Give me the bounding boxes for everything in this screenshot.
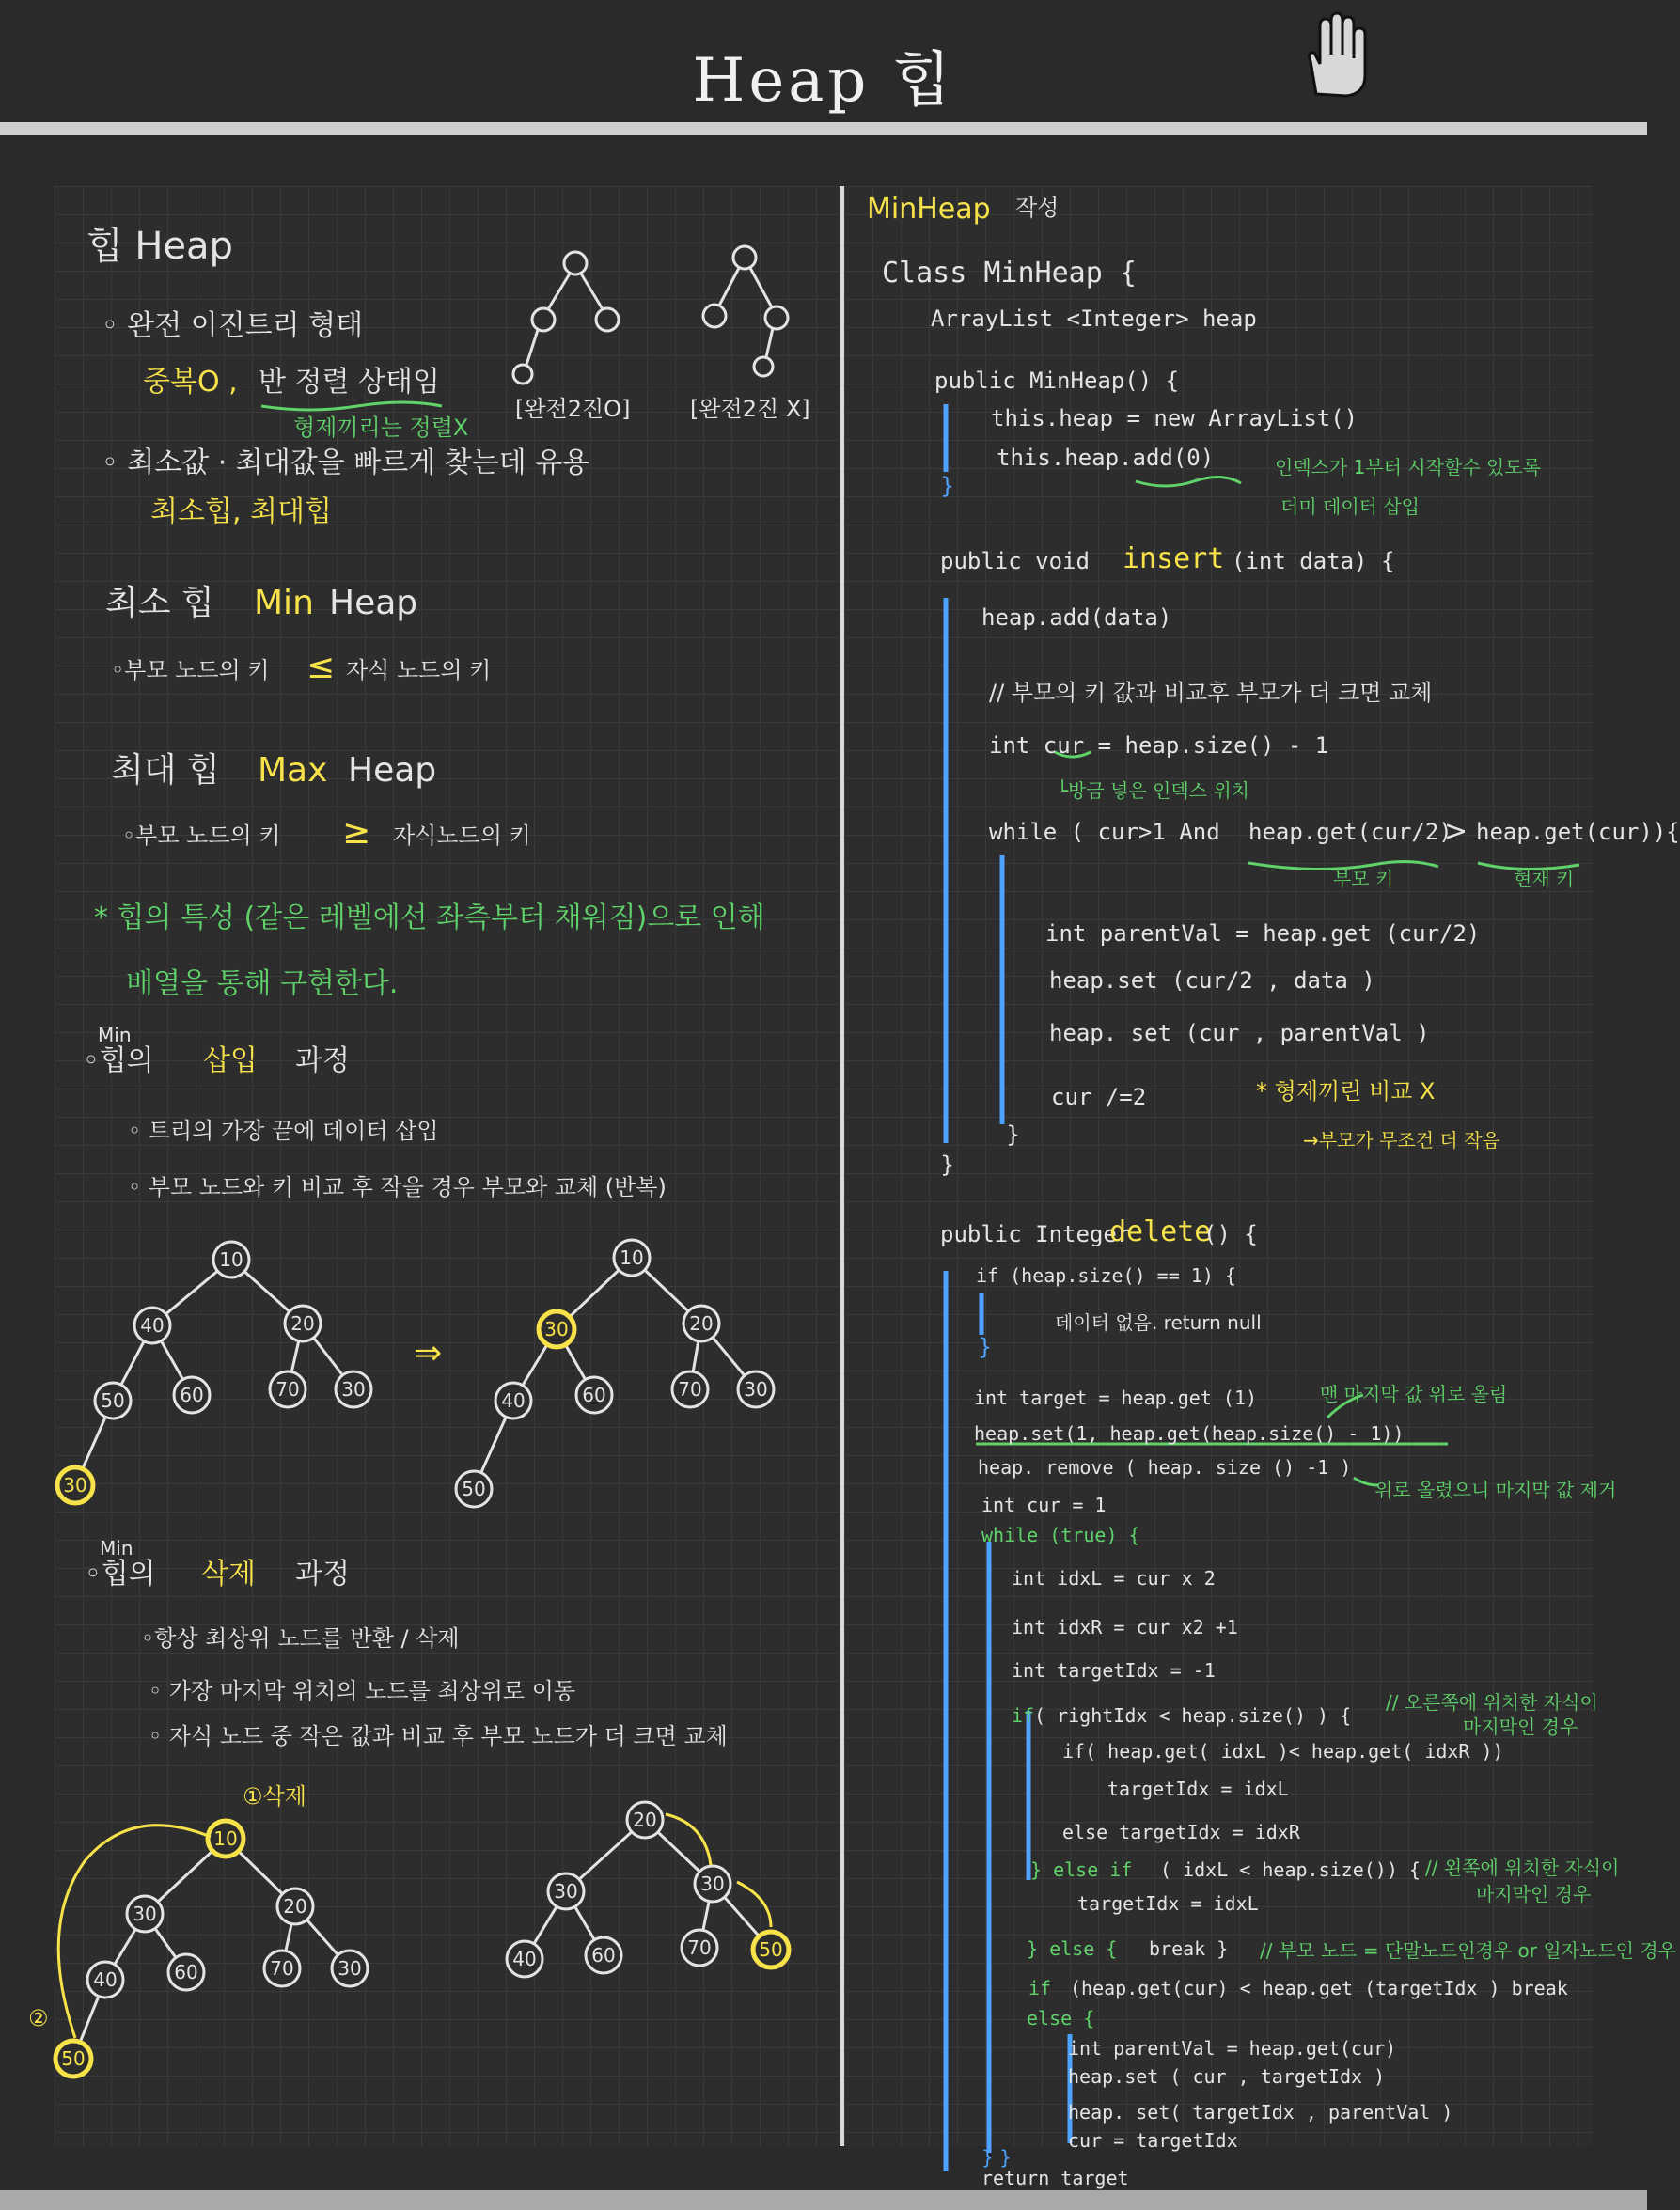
code-delete-12-note-2: 마지막인 경우 (1463, 1716, 1578, 1738)
tree-node-label: 40 (93, 1968, 118, 1991)
code-delete-10: int idxR = cur x2 +1 (1012, 1616, 1238, 1638)
array-note-1: * 힙의 특성 (같은 레벨에선 좌측부터 채워짐)으로 인해 (94, 901, 765, 934)
code-delete-12-note-1: // 오른쪽에 위치한 자식이 (1386, 1691, 1598, 1714)
code-delete-18-b: break } (1149, 1937, 1229, 1960)
tree-node-label: 70 (687, 1936, 712, 1959)
code-sibling-note: * 형제끼린 비교 X (1256, 1078, 1436, 1105)
tree-node-label: 60 (180, 1384, 204, 1406)
delete-mark-1: ①삭제 (243, 1783, 306, 1810)
code-delete-24: cur = targetIdx (1068, 2129, 1238, 2152)
code-insert-4: heap.set (cur/2 , data ) (1049, 967, 1375, 994)
tree-node-label: 70 (275, 1378, 300, 1401)
code-insert-2: int cur = heap.size() - 1 (989, 732, 1329, 759)
minheap-heading: MinHeap (867, 193, 991, 226)
min-rule-child: 자식 노드의 키 (346, 657, 492, 683)
code-insert-6: cur /=2 (1051, 1084, 1147, 1110)
min-heap-title-en: Min (254, 584, 314, 622)
tree-node-label: 60 (582, 1384, 606, 1406)
tree-node-label: 10 (620, 1246, 644, 1269)
insert-step-1: ◦ 트리의 가장 끝에 데이터 삽입 (128, 1118, 439, 1144)
array-note-2: 배열을 통해 구현한다. (126, 967, 399, 1000)
code-ctor-1: this.heap = new ArrayList() (991, 405, 1358, 431)
tree-node-label: 10 (213, 1827, 238, 1850)
tree-node-label: 30 (63, 1474, 87, 1497)
code-delete-16-b: ( idxL < heap.size()) { (1160, 1858, 1421, 1881)
insert-arrow: ⇒ (414, 1334, 443, 1372)
code-delete-15: else targetIdx = idxR (1062, 1821, 1300, 1843)
code-delete-20: else { (1027, 2007, 1095, 2030)
minheap-heading-ko: 작성 (1015, 195, 1060, 221)
tree-node-label: 20 (689, 1312, 714, 1335)
code-delete-1: if (heap.size() == 1) { (976, 1264, 1236, 1287)
tree-node-label: 50 (101, 1389, 125, 1412)
max-rule-parent: ◦부모 노드의 키 (122, 823, 281, 849)
min-rule-op: ≤ (306, 648, 336, 686)
code-class: Class MinHeap { (882, 257, 1137, 290)
delete-step-3: ◦ 자식 노드 중 작은 값과 비교 후 부모 노드가 더 크면 교체 (149, 1723, 728, 1749)
code-delete-25: } } (981, 2146, 1012, 2169)
code-ctor-close: } (940, 473, 955, 499)
code-insert-while-d: heap.get(cur)){ (1476, 819, 1680, 845)
bullet-duplicate: 중복O , (143, 366, 238, 399)
insert-title-b: 삽입 (203, 1044, 258, 1077)
code-delete-sig-a: public Integer (940, 1221, 1131, 1247)
code-delete-name: delete (1109, 1215, 1212, 1248)
code-insert-5: heap. set (cur , parentVal ) (1049, 1020, 1430, 1046)
code-ctor-2: this.heap.add(0) (997, 445, 1215, 471)
code-delete-16-note-2: 마지막인 경우 (1476, 1883, 1592, 1905)
code-delete-26: return target (981, 2167, 1129, 2189)
tree-node-label: 30 (341, 1378, 366, 1401)
code-delete-22: heap.set ( cur , targetIdx ) (1068, 2065, 1386, 2088)
tree-node-label: 20 (290, 1312, 315, 1335)
delete-mark-2: ② (28, 2005, 49, 2031)
max-heap-title-heap: Heap (348, 751, 437, 790)
delete-sup-min: Min (100, 1537, 133, 1560)
code-delete-19-b: (heap.get(cur) < heap.get (targetIdx ) break (1070, 1977, 1568, 1999)
tree-node-label: 10 (219, 1248, 243, 1271)
sibling-note: 형제끼리는 정렬X (293, 415, 469, 441)
code-delete-13: if( heap.get( idxL )< heap.get( idxR )) (1062, 1740, 1504, 1763)
tree-node-label: 50 (759, 1938, 783, 1961)
tree-node-label: 30 (700, 1873, 725, 1895)
delete-step-1: ◦항상 최상위 노드를 반환 / 삭제 (141, 1625, 460, 1652)
tree-node-label: 30 (133, 1903, 157, 1925)
code-delete-18-note: // 부모 노드 = 단말노드인경우 or 일자노드인 경우 (1260, 1939, 1676, 1962)
code-insert-3: int parentVal = heap.get (cur/2) (1045, 920, 1481, 947)
delete-title-b: 삭제 (201, 1558, 256, 1591)
code-insert-close-2: } (940, 1152, 955, 1178)
code-delete-16-note-1: // 왼쪽에 위치한 자식이 (1425, 1857, 1620, 1879)
code-delete-8: while (true) { (981, 1524, 1140, 1546)
code-insert-2-note: └방금 넣은 인덱스 위치 (1057, 779, 1249, 802)
tree-node-label: 30 (744, 1378, 768, 1401)
code-insert-sig-c: (int data) { (1232, 548, 1395, 574)
bullet-min-max: ◦ 최소값 · 최대값을 빠르게 찾는데 유용 (102, 447, 590, 479)
min-max-heap: 최소힙, 최대힙 (150, 495, 332, 528)
code-delete-12-b: ( rightIdx < heap.size() ) { (1034, 1704, 1352, 1727)
min-heap-title-ko: 최소 힙 (105, 584, 214, 622)
min-rule-parent: ◦부모 노드의 키 (111, 657, 270, 683)
code-field: ArrayList <Integer> heap (931, 306, 1257, 332)
tree-node-label: 70 (678, 1378, 702, 1401)
code-ctor-note-1: 인덱스가 1부터 시작할수 있도록 (1275, 456, 1541, 478)
code-insert-name: insert (1123, 542, 1225, 575)
code-delete-18-a: } else { (1027, 1937, 1118, 1960)
code-delete-12-a: if (1012, 1704, 1035, 1727)
insert-step-2: ◦ 부모 노드와 키 비교 후 작을 경우 부모와 교체 (반복) (128, 1174, 667, 1200)
code-delete-16-a: } else if (1030, 1858, 1133, 1881)
max-heap-title-ko: 최대 힙 (111, 751, 220, 790)
code-parent-key-note: 부모 키 (1333, 868, 1394, 890)
insert-title-c: 과정 (295, 1044, 350, 1077)
insert-sup-min: Min (98, 1024, 132, 1046)
page-title: Heap 힙 (692, 46, 955, 116)
tree-node-label: 40 (512, 1948, 537, 1970)
code-insert-sig-a: public void (940, 548, 1090, 574)
code-delete-7: int cur = 1 (981, 1494, 1107, 1516)
delete-step-2: ◦ 가장 마지막 위치의 노드를 최상위로 이동 (149, 1678, 576, 1704)
tree-node-label: 50 (61, 2047, 86, 2070)
bullet-complete-binary: ◦ 완전 이진트리 형태 (102, 309, 364, 342)
tree-node-label: 50 (462, 1478, 486, 1500)
heap-heading: 힙 Heap (86, 225, 233, 268)
heap-tree-insert-before (57, 1242, 371, 1503)
tree-node-label: 30 (338, 1957, 362, 1980)
insert-title-a: ◦힙의 (83, 1044, 154, 1077)
tree-node-label: 40 (140, 1314, 165, 1337)
code-delete-sig-c: () { (1203, 1221, 1258, 1247)
tree-node-label: 30 (554, 1880, 578, 1903)
max-rule-op: ≥ (342, 813, 371, 852)
code-delete-5: heap.set(1, heap.get(heap.size() - 1)) (974, 1422, 1405, 1445)
max-rule-child: 자식노드의 키 (393, 823, 531, 849)
code-insert-while-c: > (1444, 815, 1468, 848)
tree-node-label: 30 (544, 1318, 569, 1340)
code-delete-11: int targetIdx = -1 (1012, 1659, 1216, 1682)
delete-title-c: 과정 (295, 1558, 350, 1591)
tree-node-label: 20 (633, 1809, 657, 1831)
code-insert-while-a: while ( cur>1 And (989, 819, 1220, 845)
code-delete-4: int target = heap.get (1) (974, 1387, 1258, 1409)
code-delete-3: } (978, 1334, 993, 1360)
code-delete-2: 데이터 없음. return null (1055, 1311, 1262, 1334)
tree-bad-label: [완전2진 X] (690, 396, 810, 422)
tree-node-label: 60 (174, 1961, 198, 1983)
heap-tree-insert-after (456, 1240, 774, 1507)
code-delete-17: targetIdx = idxL (1077, 1892, 1259, 1915)
tree-node-label: 70 (270, 1957, 294, 1980)
tree-node-label: 60 (591, 1944, 616, 1967)
code-insert-close-1: } (1006, 1121, 1021, 1148)
code-delete-9: int idxL = cur x 2 (1012, 1567, 1216, 1590)
code-delete-6: heap. remove ( heap. size () -1 ) (978, 1456, 1352, 1479)
code-insert-1: heap.add(data) (981, 604, 1172, 631)
code-insert-comment: // 부모의 키 값과 비교후 부모가 더 크면 교체 (989, 680, 1433, 706)
delete-title-a: ◦힙의 (85, 1558, 156, 1591)
code-delete-4-note: 맨 마지막 값 위로 올림 (1320, 1383, 1508, 1405)
max-heap-title-en: Max (258, 751, 328, 790)
tree-node-label: 20 (283, 1895, 307, 1918)
code-delete-19-a: if (1028, 1977, 1052, 1999)
code-ctor-note-2: 더미 데이터 삽입 (1280, 495, 1420, 518)
code-delete-21: int parentVal = heap.get(cur) (1068, 2037, 1397, 2060)
code-delete-6-note: 위로 올렸으니 마지막 값 제거 (1374, 1479, 1617, 1501)
min-heap-title-heap: Heap (329, 584, 418, 622)
code-delete-14: targetIdx = idxL (1107, 1778, 1289, 1800)
tree-ok-label: [완전2진O] (515, 396, 631, 422)
code-ctor: public MinHeap() { (934, 368, 1180, 394)
bullet-half-sorted: 반 정렬 상태임 (259, 366, 440, 399)
code-current-key-note: 현재 키 (1514, 868, 1575, 890)
code-insert-while-b: heap.get(cur/2) (1248, 819, 1452, 845)
code-parent-smaller-note: →부모가 무조건 더 작음 (1303, 1129, 1500, 1152)
heap-tree-delete-after (507, 1802, 789, 1977)
heap-tree-delete-before (55, 1821, 368, 2077)
tree-node-label: 40 (501, 1389, 526, 1412)
code-delete-23: heap. set( targetIdx , parentVal ) (1068, 2101, 1453, 2124)
